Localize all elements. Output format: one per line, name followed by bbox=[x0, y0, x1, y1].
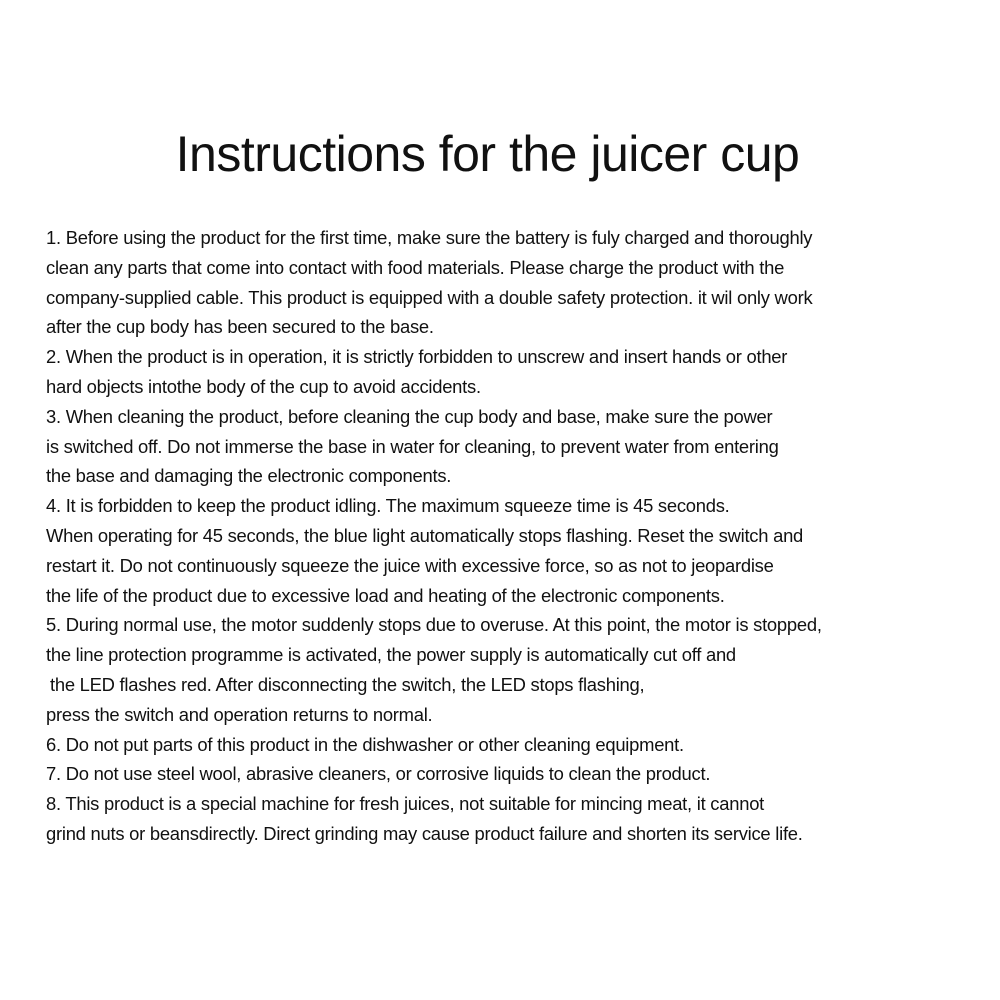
instruction-line: 2. When the product is in operation, it is strictly forbidden to unscrew and insert hands or other bbox=[46, 346, 788, 368]
instruction-line: company-supplied cable. This product is equipped with a double safety protection. it wil only work bbox=[46, 286, 813, 308]
instruction-line: the LED flashes red. After disconnecting the switch, the LED stops flashing, bbox=[50, 673, 645, 695]
instruction-line: 3. When cleaning the product, before cleaning the cup body and base, make sure the power bbox=[46, 405, 773, 427]
instruction-line: after the cup body has been secured to the base. bbox=[46, 316, 434, 338]
instruction-line: 1. Before using the product for the first time, make sure the battery is fuly charged and thoroughly bbox=[46, 227, 813, 248]
instruction-body bbox=[46, 223, 986, 849]
instruction-line: the line protection programme is activated, the power supply is automatically cut off and bbox=[46, 644, 736, 666]
instruction-line: 7. Do not use steel wool, abrasive cleaners, or corrosive liquids to clean the product. bbox=[46, 763, 711, 785]
instruction-line: 4. It is forbidden to keep the product idling. The maximum squeeze time is 45 seconds. bbox=[46, 495, 730, 517]
instruction-line: 6. Do not put parts of this product in the dishwasher or other cleaning equipment. bbox=[46, 733, 684, 755]
instruction-line: grind nuts or beansdirectly. Direct grinding may cause product failure and shorten its service life. bbox=[46, 822, 803, 844]
page-title: Instructions for the juicer cup bbox=[175, 126, 800, 182]
instruction-line: the life of the product due to excessive load and heating of the electronic components. bbox=[46, 584, 725, 606]
instruction-line: 8. This product is a special machine for fresh juices, not suitable for mincing meat, it cannot bbox=[46, 793, 765, 815]
instruction-line: restart it. Do not continuously squeeze the juice with excessive force, so as not to jeopardise bbox=[46, 554, 774, 576]
instruction-line: is switched off. Do not immerse the base in water for cleaning, to prevent water from entering bbox=[46, 435, 779, 457]
instruction-line: When operating for 45 seconds, the blue light automatically stops flashing. Reset the switch and bbox=[46, 524, 804, 546]
instruction-line: the base and damaging the electronic components. bbox=[46, 465, 452, 487]
instruction-line: clean any parts that come into contact with food materials. Please charge the product with the bbox=[46, 256, 785, 278]
instruction-line: 5. During normal use, the motor suddenly stops due to overuse. At this point, the motor is stopped, bbox=[46, 614, 822, 636]
instruction-line: hard objects intothe body of the cup to avoid accidents. bbox=[46, 375, 481, 397]
instruction-line: press the switch and operation returns to normal. bbox=[46, 703, 433, 725]
